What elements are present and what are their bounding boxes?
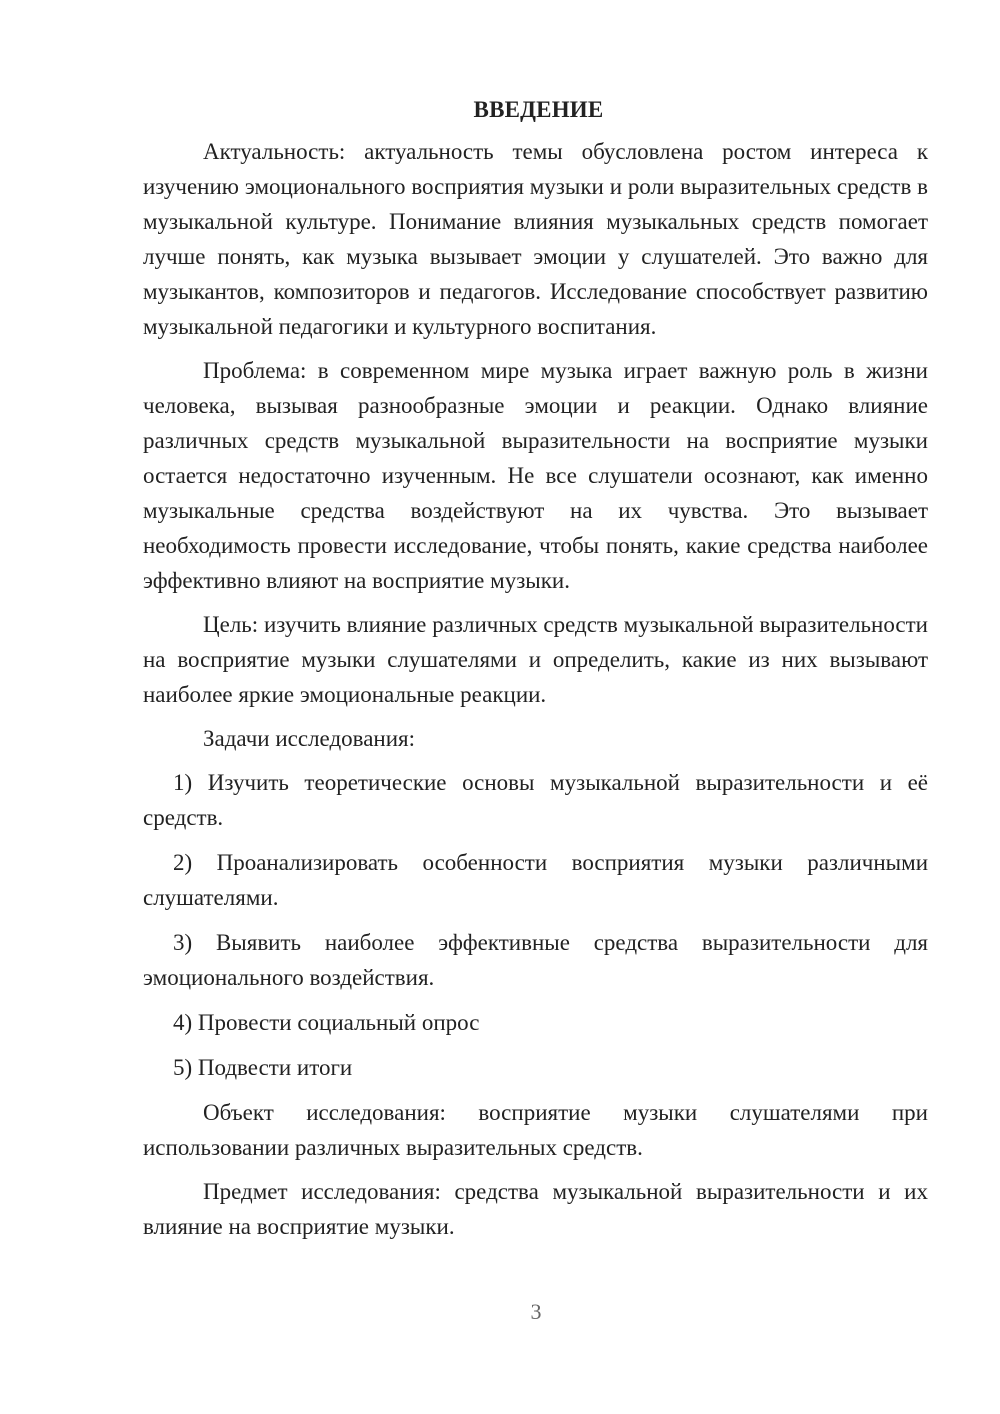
paragraph-goal: Цель: изучить влияние различных средств музыкальной выразительности на восприятие музыки слушателями и определить, какие из них вызывают наиболее яркие эмоциональные реакции. bbox=[143, 612, 928, 707]
tasks-heading: Задачи исследования: bbox=[203, 726, 416, 751]
tasks-list bbox=[143, 765, 928, 1085]
paragraph-object: Объект исследования: восприятие музыки слушателями при использовании различных выразительных средств. bbox=[143, 1100, 928, 1160]
list-item: 1) Изучить теоретические основы музыкальной выразительности и её средств. bbox=[143, 770, 928, 830]
page-content bbox=[143, 92, 928, 1253]
paragraph-problem: Проблема: в современном мире музыка играет важную роль в жизни человека, вызывая разнообразные эмоции и реакции. Однако влияние различных средств музыкальной выразительности на восприятие музыки остается недостаточно изученным. Не все слушатели осознают, как именно музыкальные средства воздействуют на их чувства. Это вызывает необходимость провести исследование, чтобы понять, какие средства наиболее эффективно влияют на восприятие музыки. bbox=[143, 358, 928, 593]
paragraph-subject: Предмет исследования: средства музыкальной выразительности и их влияние на восприятие музыки. bbox=[143, 1179, 928, 1239]
list-item: 3) Выявить наиболее эффективные средства выразительности для эмоционального воздействия. bbox=[143, 930, 928, 990]
list-item: 5) Подвести итоги bbox=[173, 1055, 353, 1080]
section-title: ВВЕДЕНИЕ bbox=[473, 97, 604, 122]
list-item: 2) Проанализировать особенности восприятия музыки различными слушателями. bbox=[143, 850, 928, 910]
page-number: 3 bbox=[530, 1299, 542, 1324]
list-item: 4) Провести социальный опрос bbox=[173, 1010, 480, 1035]
paragraph-relevance: Актуальность: актуальность темы обусловлена ростом интереса к изучению эмоционального восприятия музыки и роли выразительных средств в музыкальной культуре. Понимание влияния музыкальных средств помогает лучше понять, как музыка вызывает эмоции у слушателей. Это важно для музыкантов, композиторов и педагогов. Исследование способствует развитию музыкальной педагогики и культурного воспитания. bbox=[143, 139, 928, 339]
